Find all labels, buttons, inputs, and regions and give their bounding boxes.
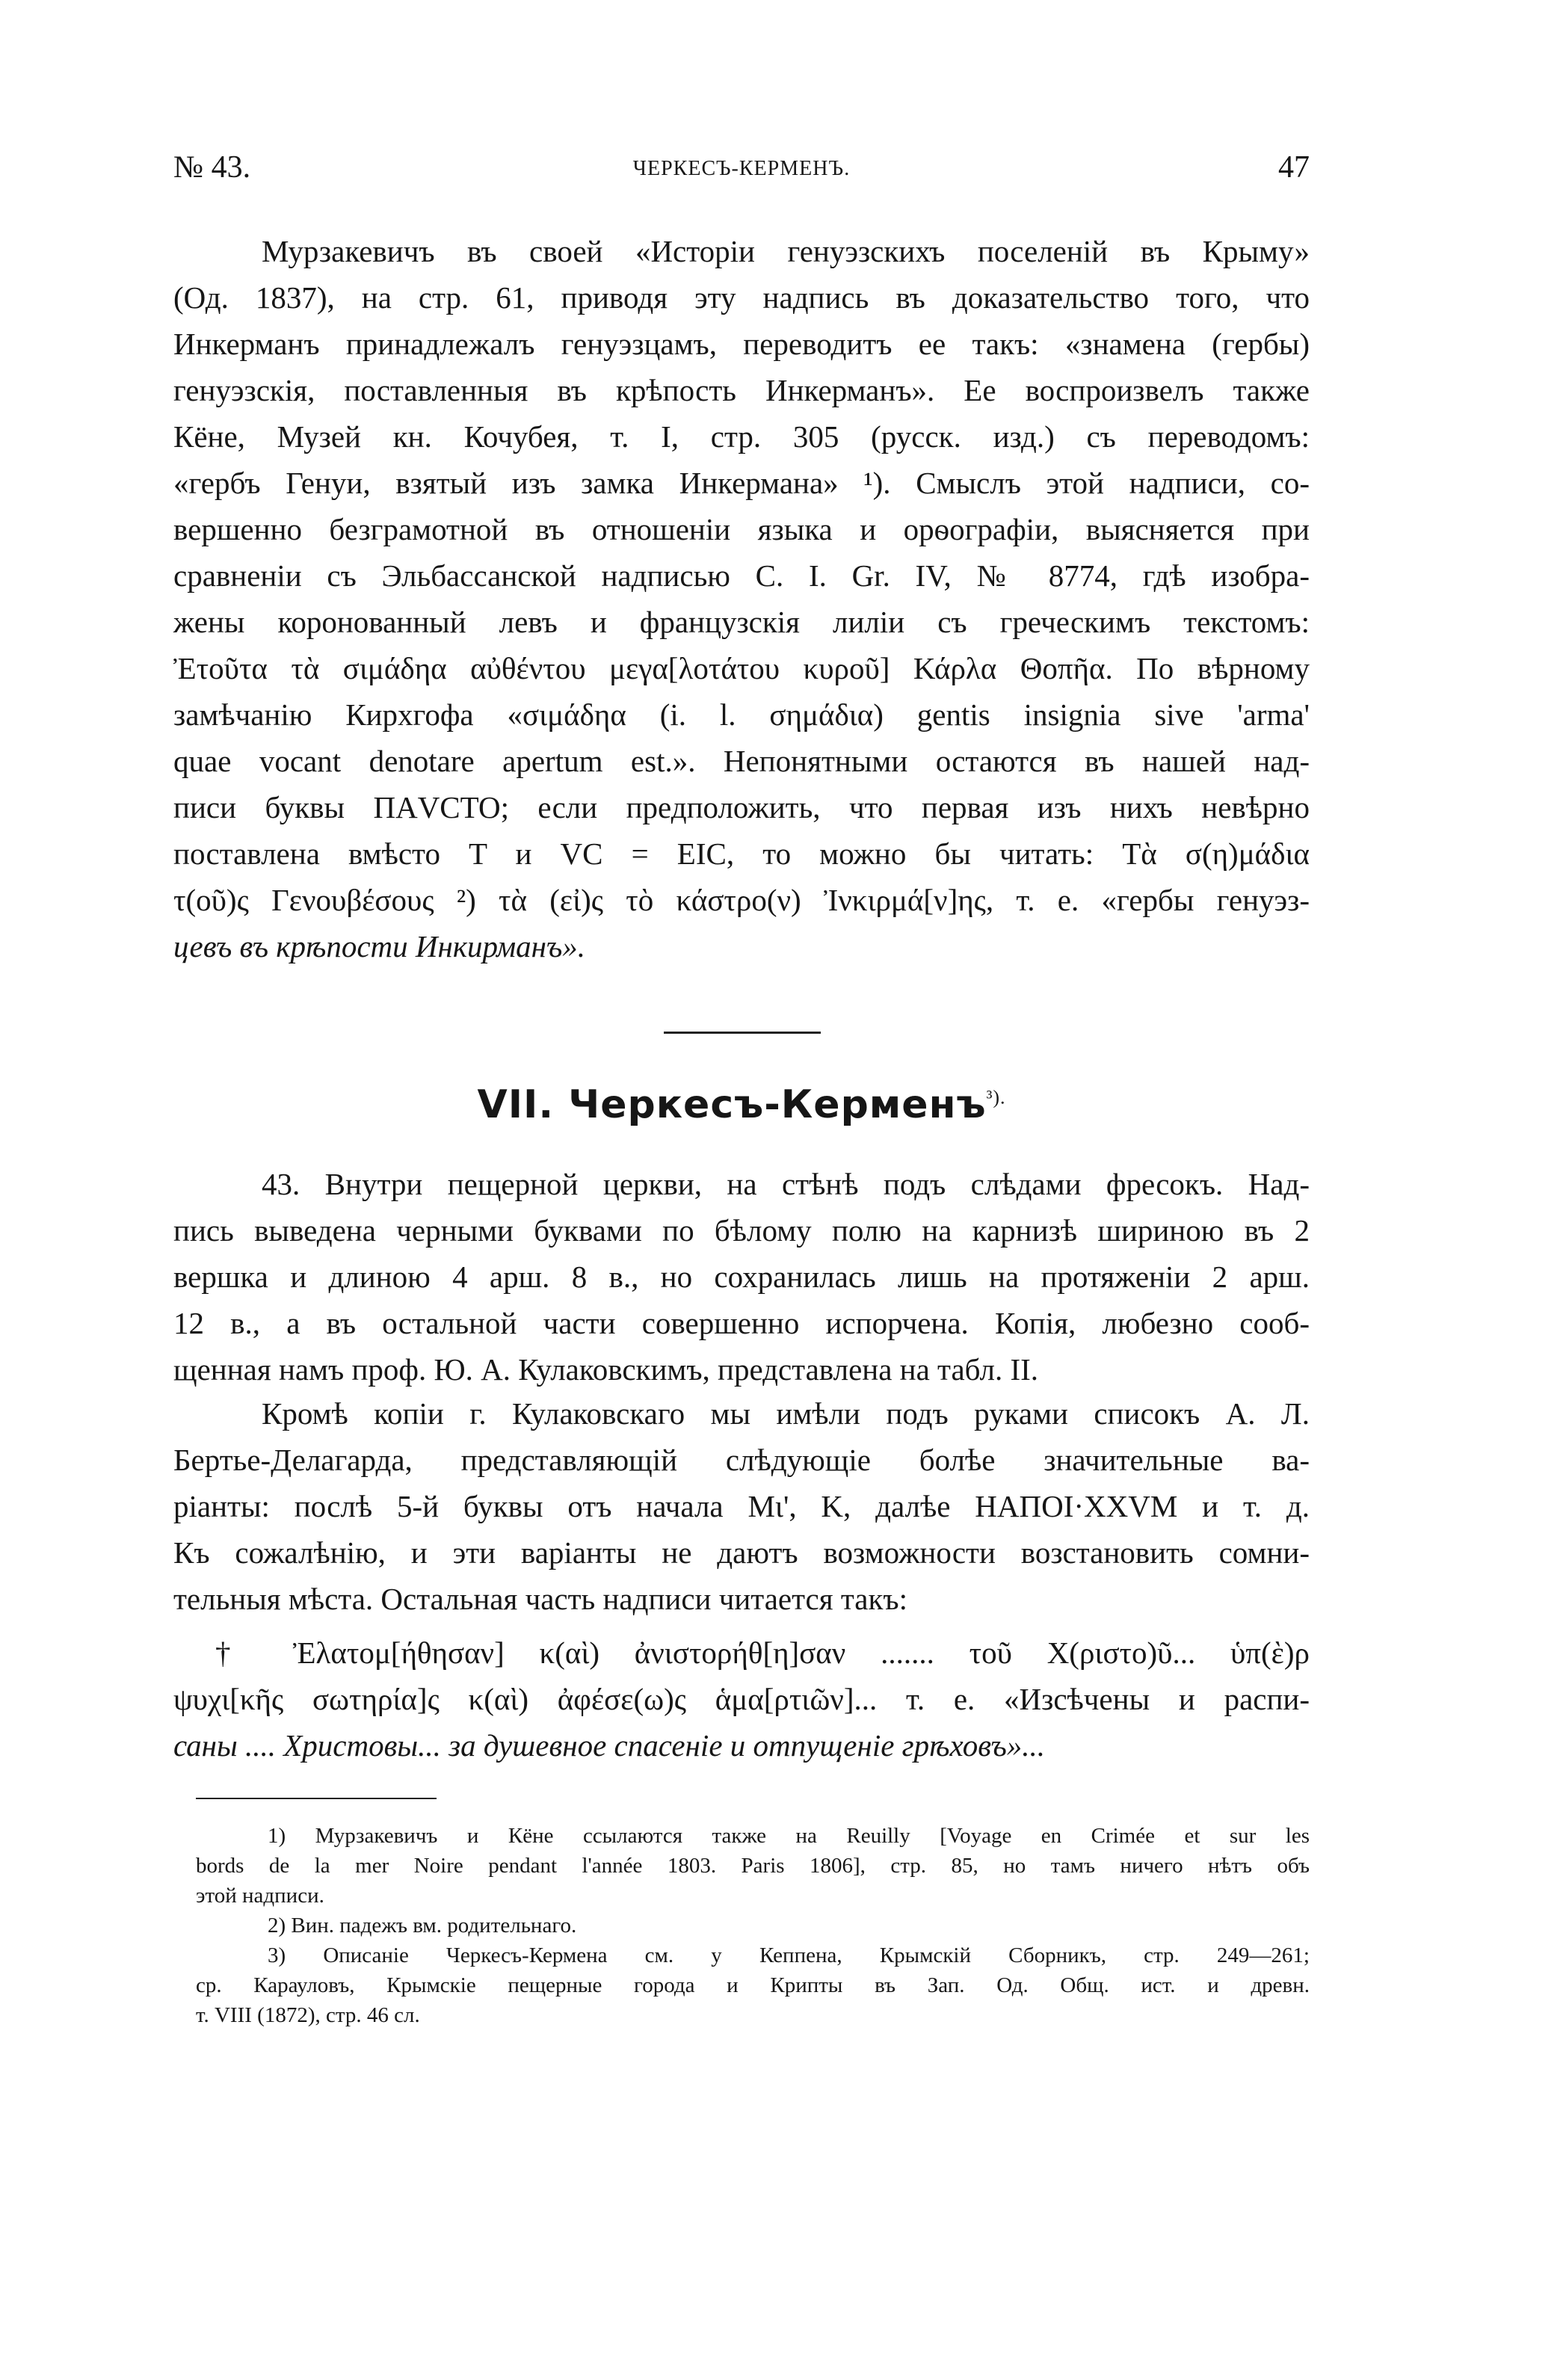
text-line: щенная намъ проф. Ю. А. Кулаковскимъ, представлена на табл. II.: [173, 1352, 1039, 1387]
text-line: пись выведена черными буквами по бѣлому полю на карнизѣ шириною въ 2: [173, 1213, 1310, 1248]
paragraph-entry-43: [173, 1161, 1310, 1393]
entry-number: № 43.: [173, 150, 251, 185]
text-line: Кёне, Музей кн. Кочубея, т. I, стр. 305 (русск. изд.) съ переводомъ:: [173, 419, 1310, 454]
text-line: τ(οῦ)ς Γενουβέσους ²) τὰ (εἰ)ς τὸ κάστρο(ν) Ἰνκιρμά[ν]ης, т. е. «гербы генуэз-: [173, 883, 1310, 917]
section-heading: [173, 1082, 1310, 1127]
text-line: «гербъ Генуи, взятый изъ замка Инкермана» ¹). Смыслъ этой надписи, со-: [173, 466, 1310, 500]
text-line: Инкерманъ принадлежалъ генуэзцамъ, переводитъ ее такъ: «знамена (гербы): [173, 327, 1310, 361]
text-line: ріанты: послѣ 5-й буквы отъ начала Μι', Κ, далѣе ΗΑΠΟΙ·ΧΧVΜ и т. д.: [173, 1489, 1310, 1523]
section-title-text: VII. Черкесъ-Керменъ: [477, 1082, 987, 1127]
text-line: вершка и длиною 4 арш. 8 в., но сохранилась лишь на протяженіи 2 арш.: [173, 1260, 1310, 1294]
text-line: жены коронованный левъ и французскія лиліи съ греческимъ текстомъ:: [173, 605, 1310, 639]
text-line: замѣчанію Кирхгофа «σιμάδηα (i. l. σημάδια) gentis insignia sive 'arma': [173, 697, 1310, 732]
text-line: (Од. 1837), на стр. 61, приводя эту надпись въ доказательство того, что: [173, 280, 1310, 315]
footnotes: [196, 1821, 1310, 2030]
text-line: цевъ въ крѣпости Инкирманъ».: [173, 929, 585, 964]
text-line: генуэзскія, поставленныя въ крѣпость Инкерманъ». Ее воспроизвелъ также: [173, 373, 1310, 407]
footnote-line: т. VIII (1872), стр. 46 сл.: [196, 2003, 420, 2027]
page-header: [173, 149, 1310, 194]
text-line: † Ἐλατομ[ήθησαν] κ(αὶ) ἀνιστορήθ[η]σαν ....... τοῦ Χ(ριστο)ῦ... ὑπ(ὲ)ρ: [215, 1636, 1310, 1670]
footnote-line: 1) Мурзакевичъ и Кёне ссылаются также на Reuilly [Voyage en Crimée et sur les: [268, 1824, 1310, 1848]
text-line: тельныя мѣста. Остальная часть надписи читается такъ:: [173, 1582, 907, 1616]
text-line: сравненіи съ Эльбассанской надписью C. I. Gr. IV, № 8774, гдѣ изобра-: [173, 558, 1310, 593]
text-line: quae vocant denotare apertum est.». Непонятными остаются въ нашей над-: [173, 744, 1310, 778]
footnote-ref: ³).: [986, 1086, 1006, 1109]
text-line: Бертье-Делагарда, представляющій слѣдующіе болѣе значительные ва-: [173, 1443, 1310, 1477]
text-line: 12 в., а въ остальной части совершенно испорчена. Копія, любезно сооб-: [173, 1306, 1310, 1340]
text-line: ψυχι[κῆς σωτηρία]ς κ(αὶ) ἀφέσε(ω)ς ἁμα[ρτιῶν]... т. е. «Изсѣчены и распи-: [173, 1682, 1310, 1716]
paragraph-murzakevich: [173, 228, 1310, 969]
text-line: саны .... Христовы... за душевное спасеніе и отпущеніе грѣховъ»...: [173, 1728, 1045, 1763]
inscription-reading: [173, 1630, 1310, 1769]
paragraph-variants: [173, 1390, 1310, 1622]
footnote-rule: [196, 1798, 437, 1799]
text-line: писи буквы ΠΑVCTO; если предположить, что первая изъ нихъ невѣрно: [173, 790, 1310, 824]
footnote-line: bords de la mer Noire pendant l'année 1803. Paris 1806], стр. 85, но тамъ ничего нѣтъ объ: [196, 1854, 1310, 1878]
text-line: Кромѣ копіи г. Кулаковскаго мы имѣли подъ руками списокъ А. Л.: [262, 1396, 1310, 1431]
text-line: Ἐτοῦτα τὰ σιμάδηα αὐθέντου μεγα[λοτάτου κυροῦ] Κάρλα Θοπῆα. По вѣрному: [173, 651, 1310, 685]
text-line: вершенно безграмотной въ отношеніи языка и орѳографіи, выясняется при: [173, 512, 1310, 546]
footnote-line: 2) Вин. падежъ вм. родительнаго.: [268, 1914, 577, 1937]
text-line: поставлена вмѣсто T и VC = EIC, то можно бы читать: Τὰ σ(η)μάδια: [173, 836, 1310, 871]
page-number: 47: [1278, 150, 1310, 185]
footnote-line: 3) Описаніе Черкесъ-Кермена см. у Кеппена, Крымскій Сборникъ, стр. 249—261;: [268, 1943, 1310, 1967]
text-line: Мурзакевичъ въ своей «Исторіи генуэзскихъ поселеній въ Крыму»: [262, 234, 1310, 268]
text-line: 43. Внутри пещерной церкви, на стѣнѣ подъ слѣдами фресокъ. Над-: [262, 1167, 1310, 1201]
section-divider: [664, 1032, 821, 1034]
running-title: ЧЕРКЕСЪ-КЕРМЕНЪ.: [632, 157, 851, 180]
footnote-line: этой надписи.: [196, 1884, 324, 1908]
text-line: Къ сожалѣнію, и эти варіанты не даютъ возможности возстановить сомни-: [173, 1535, 1310, 1570]
footnote-line: ср. Карауловъ, Крымскіе пещерные города и Крипты въ Зап. Од. Общ. ист. и древн.: [196, 1973, 1310, 1997]
